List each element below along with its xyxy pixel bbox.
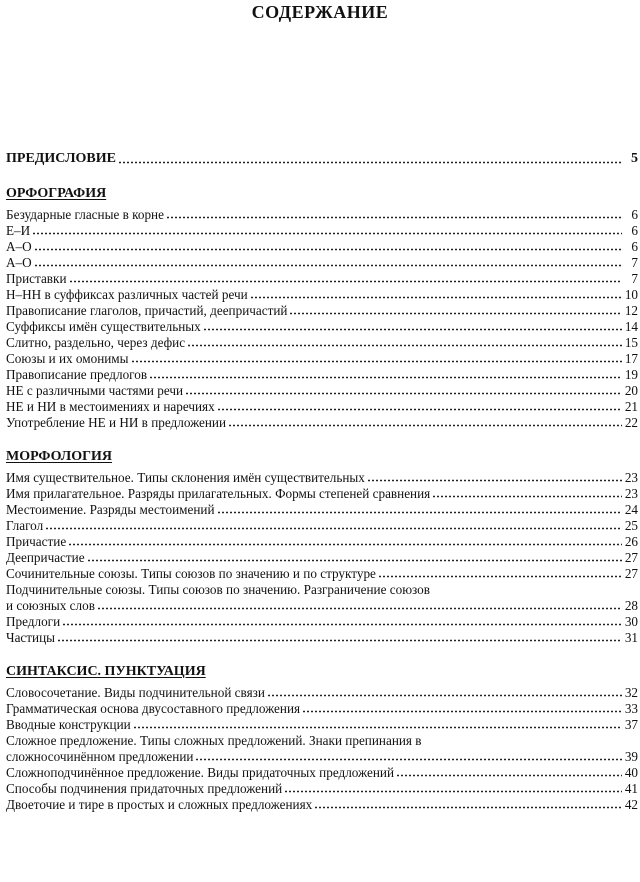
toc-entry[interactable] bbox=[6, 287, 638, 303]
dot-leader bbox=[45, 527, 622, 530]
toc-entry[interactable] bbox=[6, 319, 638, 335]
toc-entry-page: 37 bbox=[624, 717, 638, 732]
toc-entry-page: 12 bbox=[624, 303, 638, 318]
dot-leader bbox=[68, 543, 622, 546]
toc-entry-label: Частицы bbox=[6, 630, 56, 645]
toc-entry[interactable] bbox=[6, 239, 638, 255]
toc-entry-page: 14 bbox=[624, 319, 638, 334]
toc-entry-label: сложносочинённом предложении bbox=[6, 749, 194, 764]
toc-entry-page: 40 bbox=[624, 765, 638, 780]
toc-entry-page: 21 bbox=[624, 399, 638, 414]
toc-entry-label: Безударные гласные в корне bbox=[6, 207, 164, 222]
table-of-contents bbox=[6, 150, 638, 830]
toc-entry[interactable] bbox=[6, 749, 638, 765]
toc-entry-label: Деепричастие bbox=[6, 550, 85, 565]
toc-entry-label: НЕ и НИ в местоимениях и наречиях bbox=[6, 399, 215, 414]
toc-entry-page: 6 bbox=[631, 207, 638, 222]
dot-leader bbox=[62, 623, 622, 626]
toc-entry-label: А–О bbox=[6, 239, 32, 254]
toc-entry-page: 17 bbox=[624, 351, 638, 366]
toc-entry[interactable] bbox=[6, 383, 638, 399]
toc-entry[interactable] bbox=[6, 303, 638, 319]
toc-entry-page: 7 bbox=[631, 271, 638, 286]
toc-entry-label: Глагол bbox=[6, 518, 44, 533]
dot-leader bbox=[367, 479, 622, 482]
toc-entry-label: Н–НН в суффиксах различных частей речи bbox=[6, 287, 248, 302]
toc-entry[interactable] bbox=[6, 614, 638, 630]
dot-leader bbox=[314, 806, 622, 809]
toc-entry-label: А–О bbox=[6, 255, 32, 270]
toc-entry-label: Причастие bbox=[6, 534, 67, 549]
dot-leader bbox=[203, 328, 622, 331]
dot-leader bbox=[149, 376, 622, 379]
dot-leader bbox=[131, 360, 622, 363]
toc-entry-label: Грамматическая основа двусоставного предложения bbox=[6, 701, 301, 716]
toc-entry-page: 28 bbox=[624, 598, 638, 613]
toc-entry-page: 10 bbox=[624, 287, 638, 302]
toc-entry[interactable] bbox=[6, 534, 638, 550]
dot-leader bbox=[57, 639, 622, 642]
toc-entry-label: Сложноподчинённое предложение. Виды придаточных предложений bbox=[6, 765, 395, 780]
dot-leader bbox=[228, 424, 622, 427]
dot-leader bbox=[118, 161, 622, 164]
toc-entry-page: 6 bbox=[631, 223, 638, 238]
dot-leader bbox=[185, 392, 622, 395]
toc-section bbox=[6, 185, 638, 431]
toc-entry-page: 39 bbox=[624, 749, 638, 764]
toc-entry[interactable] bbox=[6, 502, 638, 518]
toc-entry[interactable] bbox=[6, 486, 638, 502]
dot-leader bbox=[87, 559, 622, 562]
toc-entry-label: Сочинительные союзы. Типы союзов по значению и по структуре bbox=[6, 566, 376, 581]
toc-entry[interactable] bbox=[6, 701, 638, 717]
toc-entry-page: 23 bbox=[624, 470, 638, 485]
toc-entry[interactable] bbox=[6, 207, 638, 223]
toc-entry-page: 19 bbox=[624, 367, 638, 382]
dot-leader bbox=[34, 248, 622, 251]
toc-entry-label: Союзы и их омонимы bbox=[6, 351, 129, 366]
toc-entry-page: 23 bbox=[624, 486, 638, 501]
toc-entry-label: НЕ с различными частями речи bbox=[6, 383, 184, 398]
toc-entry-label: Способы подчинения придаточных предложений bbox=[6, 781, 283, 796]
toc-entry-label: Слитно, раздельно, через дефис bbox=[6, 335, 186, 350]
toc-entry[interactable] bbox=[6, 797, 638, 813]
toc-entry-page: 27 bbox=[624, 566, 638, 581]
dot-leader bbox=[187, 344, 622, 347]
toc-entry[interactable] bbox=[6, 717, 638, 733]
dot-leader bbox=[396, 774, 622, 777]
toc-entry-label: Правописание глаголов, причастий, деепричастий bbox=[6, 303, 288, 318]
dot-leader bbox=[250, 296, 622, 299]
toc-entry-label: Двоеточие и тире в простых и сложных предложениях bbox=[6, 797, 313, 812]
toc-entry-label: Е–И bbox=[6, 223, 31, 238]
toc-entry[interactable] bbox=[6, 271, 638, 287]
dot-leader bbox=[133, 726, 622, 729]
dot-leader bbox=[217, 408, 622, 411]
toc-entry-page: 42 bbox=[624, 797, 638, 812]
toc-entry-label: Словосочетание. Виды подчинительной связи bbox=[6, 685, 265, 700]
toc-entry[interactable] bbox=[6, 150, 638, 168]
toc-entry-first-line[interactable]: Подчинительные союзы. Типы союзов по значению. Разграничение союзов bbox=[6, 582, 430, 597]
toc-entry[interactable] bbox=[6, 399, 638, 415]
toc-entry[interactable] bbox=[6, 598, 638, 614]
toc-entry[interactable] bbox=[6, 470, 638, 486]
toc-entry-label: и союзных слов bbox=[6, 598, 95, 613]
toc-entry[interactable] bbox=[6, 566, 638, 582]
toc-entry-label: ПРЕДИСЛОВИЕ bbox=[6, 151, 116, 166]
dot-leader bbox=[32, 232, 622, 235]
dot-leader bbox=[289, 312, 622, 315]
toc-entry[interactable] bbox=[6, 685, 638, 701]
toc-entry[interactable] bbox=[6, 351, 638, 367]
toc-section bbox=[6, 448, 638, 646]
toc-entry[interactable] bbox=[6, 518, 638, 534]
toc-entry-page: 15 bbox=[624, 335, 638, 350]
toc-entry-page: 25 bbox=[624, 518, 638, 533]
toc-entry-page: 6 bbox=[631, 239, 638, 254]
toc-entry-label: Правописание предлогов bbox=[6, 367, 148, 382]
toc-entry-page: 26 bbox=[624, 534, 638, 549]
toc-entry-label: Суффиксы имён существительных bbox=[6, 319, 201, 334]
toc-entry[interactable] bbox=[6, 765, 638, 781]
section-heading: ОРФОГРАФИЯ bbox=[6, 186, 107, 201]
dot-leader bbox=[195, 758, 622, 761]
dot-leader bbox=[166, 216, 622, 219]
toc-entry-page: 41 bbox=[624, 781, 638, 796]
toc-entry-page: 30 bbox=[624, 614, 638, 629]
toc-entry-page: 33 bbox=[624, 701, 638, 716]
dot-leader bbox=[69, 280, 623, 283]
toc-entry[interactable] bbox=[6, 367, 638, 383]
toc-entry-page: 22 bbox=[624, 415, 638, 430]
toc-entry-page: 32 bbox=[624, 685, 638, 700]
toc-entry-label: Местоимение. Разряды местоимений bbox=[6, 502, 215, 517]
toc-entry[interactable] bbox=[6, 550, 638, 566]
dot-leader bbox=[284, 790, 622, 793]
toc-entry[interactable] bbox=[6, 415, 638, 431]
dot-leader bbox=[217, 511, 622, 514]
toc-entry-label: Имя существительное. Типы склонения имён существительных bbox=[6, 470, 365, 485]
toc-entry-page: 7 bbox=[631, 255, 638, 270]
dot-leader bbox=[432, 495, 622, 498]
toc-entry-first-line[interactable]: Сложное предложение. Типы сложных предложений. Знаки препинания в bbox=[6, 733, 422, 748]
page-title: СОДЕРЖАНИЕ bbox=[251, 2, 389, 22]
dot-leader bbox=[302, 710, 622, 713]
section-heading: МОРФОЛОГИЯ bbox=[6, 449, 113, 464]
dot-leader bbox=[97, 607, 622, 610]
toc-entry-label: Употребление НЕ и НИ в предложении bbox=[6, 415, 227, 430]
toc-entry-page: 24 bbox=[624, 502, 638, 517]
toc-entry-label: Приставки bbox=[6, 271, 67, 286]
dot-leader bbox=[267, 694, 622, 697]
toc-entry[interactable] bbox=[6, 781, 638, 797]
section-heading: СИНТАКСИС. ПУНКТУАЦИЯ bbox=[6, 664, 206, 679]
toc-entry[interactable] bbox=[6, 335, 638, 351]
toc-entry[interactable] bbox=[6, 630, 638, 646]
toc-entry-page: 20 bbox=[624, 383, 638, 398]
dot-leader bbox=[378, 575, 622, 578]
toc-section bbox=[6, 663, 638, 813]
toc-entry-page: 27 bbox=[624, 550, 638, 565]
toc-entry-page: 31 bbox=[624, 630, 638, 645]
toc-section-preface bbox=[6, 150, 638, 168]
toc-entry-page: 5 bbox=[631, 151, 638, 166]
toc-entry-label: Имя прилагательное. Разряды прилагательных. Формы степеней сравнения bbox=[6, 486, 431, 501]
toc-entry-label: Предлоги bbox=[6, 614, 61, 629]
toc-entry[interactable] bbox=[6, 223, 638, 239]
dot-leader bbox=[34, 264, 622, 267]
toc-entry[interactable] bbox=[6, 255, 638, 271]
toc-entry-label: Вводные конструкции bbox=[6, 717, 131, 732]
